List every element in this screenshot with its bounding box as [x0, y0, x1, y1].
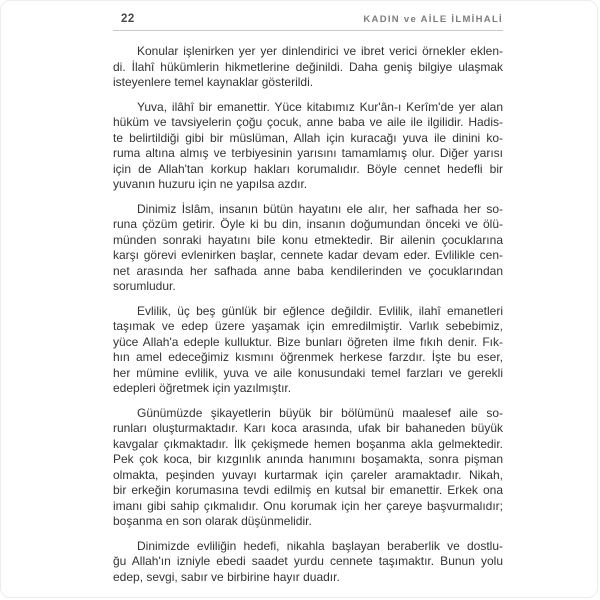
text-line: Dinimiz İslâm, insanın bütün hayatını ele alır, her safhada her so-: [137, 201, 503, 216]
text-line: bir erkeğin korumasına tevdi edilmiş en kutsal bir emanettir. Erkek ona: [113, 483, 503, 497]
text-line: hın amel edeceğimiz kısmını öğrenmek herkese farzdır. İşte bu eser,: [113, 350, 503, 364]
text-line: münden sonraki hayatını bile konu etmektedir. Bir ailenin çocuklarına: [113, 232, 503, 247]
text-line: hüküm ve tavsiyelerin çoğu çocuk, anne baba ve aile ile ilgilidir. Hadis-: [113, 115, 503, 129]
text-line: sorumludur.: [113, 279, 176, 293]
text-line: runa çözüm getirir. Öyle ki bu din, insanın doğumundan önceki ve ölü-: [113, 217, 503, 231]
paragraph: [113, 202, 503, 295]
text-line: Dinimizde evliliğin hedefi, nikahla başlayan beraberlik ve dostlu-: [137, 538, 503, 553]
running-title: KADIN ve AİLE İLMİHALİ: [363, 14, 503, 25]
text-line: edep, sevgi, sabır ve birbirine hayır duadır.: [113, 569, 340, 584]
paragraph: [113, 406, 503, 530]
page-number: 22: [121, 13, 135, 25]
paragraph: [113, 539, 503, 586]
text-line: Günümüzde şikayetlerin büyük bir bölümünü maalesef aile so-: [137, 405, 503, 420]
text-line: kavgalar çıkmaktadır. İlk çekişmede hemen boşanma akla gelmektedir.: [113, 436, 503, 451]
paragraph: [113, 100, 503, 193]
text-line: ruma altına almış ve terbiyesinin yarısını tamamlamış olur. Diğer yarısı: [113, 146, 503, 160]
text-line: taşımak ve edep üzere yaşamak için emredilmiştir. Varlık sebebimiz,: [113, 319, 503, 333]
text-line: için de Allah'tan korkup hakları korumalıdır. Böyle cennet hedefli bir: [113, 161, 503, 176]
text-line: Pek çok koca, bir kızgınlık anında hanımını boşamakta, sonra pişman: [113, 452, 503, 466]
text-line: imanı gibi sahip çıkmalıdır. Onu korumak için her çareye başvurmalıdır;: [113, 498, 503, 513]
text-line: yuvanın huzuru için ne yapılsa azdır.: [113, 177, 308, 191]
text-line: her mümine evlilik, yuva ve aile konusundaki temel farzları ve gerekli: [113, 365, 503, 380]
text-line: Konular işlenirken yer yer dinlendirici ve ibret verici örnekler eklen-: [137, 44, 503, 58]
text-line: Evlilik, üç beş günlük bir eğlence değildir. Evlilik, ilahî emanetleri: [137, 303, 503, 318]
text-line: olmakta, peşinden yuvayı kurtarmak için çareler aramaktadır. Nikah,: [113, 467, 503, 482]
paragraph: [113, 304, 503, 397]
text-line: te belirtildiği gibi bir müslüman, Allah için kuracağı yuva ile dinini ko-: [113, 130, 503, 145]
text-line: net arasında her safhada anne baba kendilerinden ve çocuklarından: [113, 263, 503, 278]
paragraph: [113, 44, 503, 91]
text-line: runları oluşturmaktadır. Karı koca arasında, ufak bir bahaneden büyük: [113, 421, 503, 435]
text-line: di. İlahî hükümlerin hikmetlerine değinildi. Daha geniş bilgiye ulaşmak: [113, 59, 503, 74]
text-line: ğu Allah'ın izniyle ebedi saadet yurdu cennete taşımaktır. Bunun yolu: [113, 554, 503, 568]
page-header: [113, 13, 503, 31]
text-line: yüce Allah'a edeple kulluktur. Bize bunları öğreten ilme fıkıh denir. Fık-: [113, 334, 503, 349]
text-line: edepleri öğretmek için yazılmıştır.: [113, 381, 292, 395]
page-body: [113, 44, 503, 594]
text-line: boşanma en son olarak düşünmelidir.: [113, 514, 312, 528]
text-line: isteyenlere temel kaynaklar gösterildi.: [113, 75, 314, 89]
text-line: Yuva, ilâhî bir emanettir. Yüce kitabımız Kur'ân-ı Kerîm'de yer alan: [137, 99, 503, 114]
text-line: karşı görevi evlenirken başlar, cennete kadar devam eder. Evlilikle cen-: [113, 248, 503, 262]
